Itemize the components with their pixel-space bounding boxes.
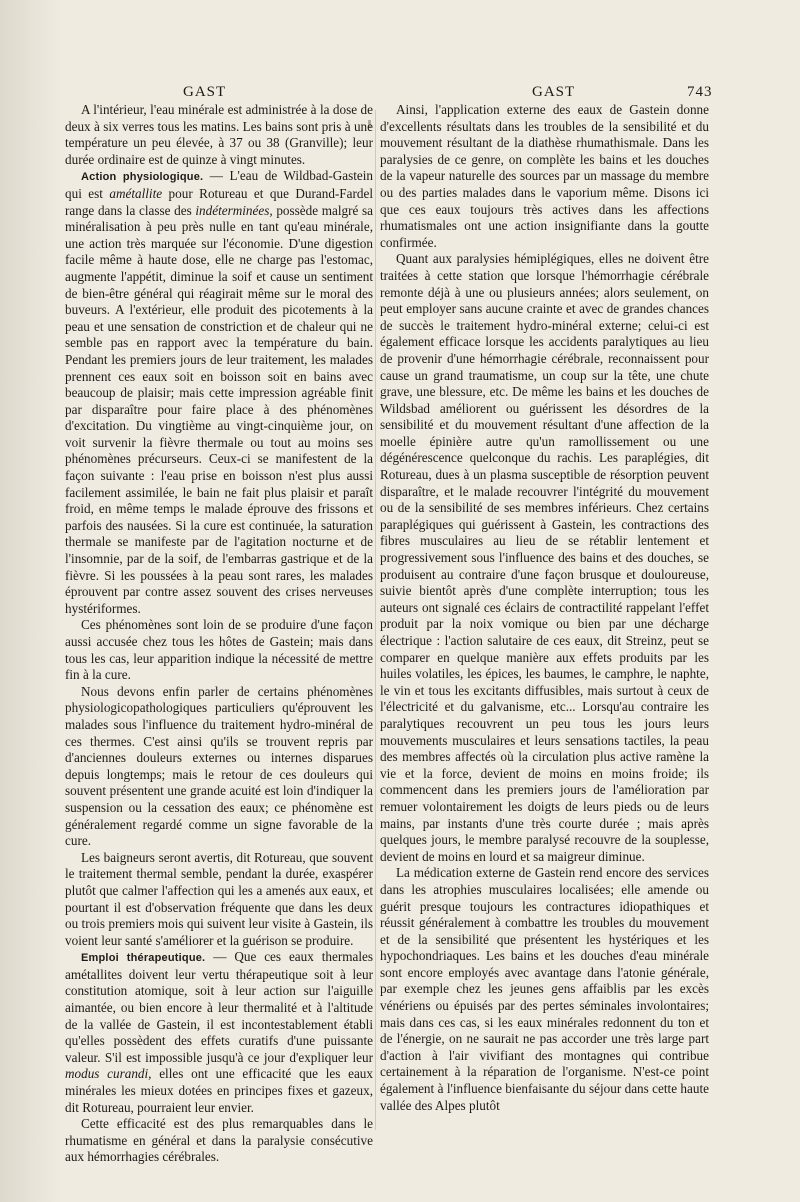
italic-term: indéterminées,	[195, 202, 273, 218]
text-span: elles ont une efficacité que les eaux minérales les mieux dotées en principes fixes et gazeux, dit Rotureau, pourraient leur envier.	[65, 1066, 373, 1115]
running-head-left: GAST	[183, 84, 227, 100]
text-span: — L'eau de Wildbad-Gastein qui est	[65, 168, 373, 201]
column-divider	[375, 110, 376, 1130]
paragraph-internal-use: A l'intérieur, l'eau minérale est administrée à la dose de deux à six verres tous les matins. Les bains sont pris à une température un peu élevée, à 37 ou 38 (Granville); leur durée ordinaire est de quinze à vingt minutes.	[65, 102, 373, 167]
right-column	[380, 102, 709, 1114]
paragraph-physiological-action	[65, 168, 373, 617]
page-gutter-shadow	[0, 0, 60, 1202]
paragraph-external-application: Ainsi, l'application externe des eaux de Gastein donne d'excellents résultats dans les troubles de la sensibilité et du mouvement résultant de la diathèse rhumathismale. Dans les paralysies de ce genre, on complète les bains et les douches de la vapeur naturelle des sources par un massage du membre ou des parties malades dans le vaporium même. Disons ici que ces eaux toujours très actives dans les affections rhumatismales ont une action insignifiante dans la goutte confirmée.	[380, 102, 709, 250]
paragraph-particular-phenomena: Nous devons enfin parler de certains phénomènes physiologicopathologiques particuliers qu'éprouvent les malades sous l'influence du traitement hydro-minéral de ces thermes. C'est ainsi qu'ils se trouvent repris par d'anciennes douleurs externes ou internes disparues depuis longtemps; mais le retour de ces douleurs qui souvent présentent une grande acuité est loin d'indiquer la suspension ou la cessation des eaux; ce phénomène est généralement regardé comme un signe favorable de la cure.	[65, 683, 373, 849]
text-span: — Que ces eaux thermales amétallites doivent leur vertu thérapeutique soit à leur constitution atomique, soit à leur action sur l'aiguille aimantée, ou bien encore à leur thermalité et à l'altitude de la vallée de Gastein, il est incontestablement établi qu'elles possèdent des effets curatifs d'une puissante valeur. S'il est impossible jusqu'à ce jour d'expliquer leur	[65, 949, 373, 1065]
section-heading-physiological-action: Action physiologique.	[81, 171, 204, 184]
running-head-right: GAST	[532, 84, 576, 100]
paragraph-efficacy: Cette efficacité est des plus remarquables dans le rhumatisme en général et dans la paralysie consécutive aux hémorrhagies cérébrales.	[65, 1116, 373, 1165]
left-column	[65, 102, 373, 1166]
text-span: possède malgré sa minéralisation à peu près nulle en tant qu'eau minérale, une action très marquée sur l'économie. D'une digestion facile même à haute dose, elle ne charge pas l'estomac, augmente l'appétit, diminue la soif et cause un sentiment de bien-être général qui réagirait même sur le moral des buveurs. A l'extérieur, elle produit des picotements à la peau et une sensation de constriction et de chaleur qui ne semble pas en rapport avec la température du bain. Pendant les premiers jours de leur traitement, les malades prennent ces eaux soit en boisson soit en bains avec beaucoup de plaisir; mais cette impression agréable finit par disparaître pour faire place à des phénomènes d'excitation. Du vingtième au vingt-cinquième jour, on voit survenir la fièvre thermale ou tout au moins ses phénomènes précurseurs. Ceux-ci se manifestent de la façon suivante : l'eau prise en boisson n'est plus aussi facilement assimilée, le bain ne fait plus plaisir et paraît froid, en même temps le malade éprouve des frissons et parfois des nausées. Si la cure est continuée, la saturation thermale se manifeste par de l'agitation nocturne et de l'insomnie, par de la soif, de l'embarras gastrique et de la fièvre. Si les poussées à la peau sont rares, les malades éprouvent par contre assez souvent des crises nerveuses hystériformes.	[65, 202, 373, 616]
page-number: 743	[687, 84, 713, 100]
paragraph-external-medication: La médication externe de Gastein rend encore des services dans les atrophies musculaires localisées; elle amende ou guérit presque toujours les contractures idiopathiques et réussit généralement à combattre les troubles du mouvement et de la sensibilité que présentent les hystériques et les hypochondriaques. Les bains et les douches d'eau minérale sont encore employés avec avantage dans l'atonie générale, par exemple chez les jeunes gens affaiblis par les excès vénériens ou épuisés par des pertes séminales involontaires; mais dans ces cas, si les eaux minérales redonnent du ton et de l'énergie, on ne saurait ne pas accorder une très large part d'action à l'air vivifiant des montagnes qui contribue certainement à la réparation de l'organisme. N'est-ce point également à l'influence bienfaisante du séjour dans cette haute vallée des Alpes plutôt	[380, 865, 709, 1113]
italic-term: amétallite	[109, 185, 163, 201]
text-span: pour Rotureau et que Durand-Fardel range dans la classe des	[65, 185, 373, 218]
section-heading-therapeutic-use: Emploi thérapeutique.	[81, 952, 206, 965]
paragraph-phenomena: Ces phénomènes sont loin de se produire d'une façon aussi accusée chez tous les hôtes de Gastein; mais dans tous les cas, leur apparition indique la nécessité de mettre fin à la cure.	[65, 617, 373, 683]
italic-term: modus curandi,	[65, 1066, 152, 1082]
paragraph-bathers-warning: Les baigneurs seront avertis, dit Rotureau, que souvent le traitement thermal semble, pendant la durée, exaspérer plutôt que calmer l'affection qui les a amenés aux eaux, et pourtant il est d'observation fréquente que dans les deux ou trois premiers mois qui suivent leur visite à Gastein, ils voient leur santé s'améliorer et la guérison se produire.	[65, 849, 373, 948]
paragraph-therapeutic-use	[65, 949, 373, 1116]
paragraph-hemiplegic-paralysis: Quant aux paralysies hémiplégiques, elles ne doivent être traitées à cette station que lorsque l'hémorrhagie cérébrale remonte déjà à une ou plusieurs années; alors seulement, on peut employer sans aucune crainte et avec de grandes chances de succès le traitement hydro-minéral externe; celui-ci est également efficace lorsque les accidents paralytiques au lieu de provenir d'une hémorrhagie cérébrale, reconnaissent pour cause un grand traumatisme, un coup sur la tête, une chute grave, une blessure, etc. De même les bains et les douches de Wildsbad améliorent ou guérissent les désordres de la sensibilité et du mouvement résultant d'une affection de la moelle épinière autre qu'un ramollissement ou une dégénérescence quelconque du rachis. Les paraplégies, dit Rotureau, dues à un plasma susceptible de résorption peuvent disparaître, et le malade recouvrer l'intégrité du mouvement ou de la sensibilité de ses membres inférieurs. Chez certains paraplégiques qui guérissent à Gastein, les contractions des fibres musculaires au lieu de se rétablir lentement et progressivement sous l'influence des bains et des douches, se produisent au contraire d'une façon brusque et douloureuse, suivie bientôt après d'une complète interruption; tous les auteurs ont signalé ces éclairs de contractilité rappelant l'effet produit par la noix vomique ou bien par une décharge électrique : l'action salutaire de ces eaux, dit Streinz, peut se comparer en quelque manière aux effets produits par les huiles volatiles, les épices, les baumes, le camphre, le naphte, le vin et tous les excitants diffusibles, mais surtout à ceux de l'électricité et du galvanisme, etc... Lorsqu'au contraire les paralytiques recouvrent un peu tous les jours leurs mouvements musculaires et leurs sensations tactiles, la peau des membres affectés où la circulation plus active ramène la vie et la force, devient de moins en moins froide; ils commencent dans les premiers jours de l'amélioration par remuer volontairement les doigts de leurs pieds ou de leurs mains, par instants d'une très courte durée ; mais après quelques jours, le membre paralysé recouvre de la souplesse, devient de moins en lourd et sa maigreur diminue.	[380, 251, 709, 864]
